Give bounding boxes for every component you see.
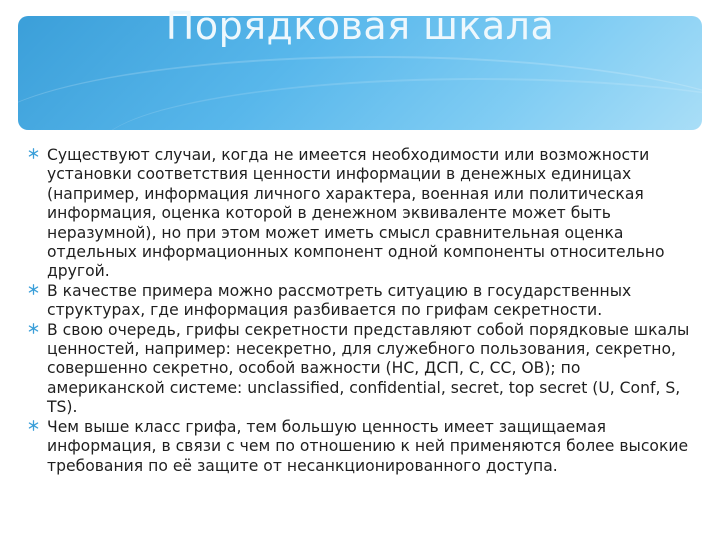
bullet-text: В свою очередь, грифы секретности представляют собой порядковые шкалы ценностей, например: несекретно, для служебного пользования, секретно, совершенно секретно, особой важности (НС, ДСП, С, СС, ОВ); по американской системе: unclassified, confidential, secret, top secret (U, Conf, S, TS). — [47, 320, 690, 417]
list-item — [28, 282, 696, 321]
asterisk-bullet-icon — [28, 420, 40, 432]
asterisk-bullet-icon — [28, 284, 40, 296]
slide-title-container — [0, 0, 720, 150]
list-item — [28, 418, 696, 476]
bullet-text: В качестве примера можно рассмотреть ситуацию в государственных структурах, где информация разбивается по грифам секретности. — [47, 281, 632, 320]
list-item — [28, 321, 696, 418]
bullet-text: Чем выше класс грифа, тем большую ценность имеет защищаемая информация, в связи с чем по отношению к ней применяются более высокие требования по её защите от несанкционированного доступа. — [47, 417, 689, 475]
list-item — [28, 146, 696, 282]
asterisk-bullet-icon — [28, 148, 40, 160]
bullet-list — [28, 146, 696, 476]
bullet-text: Существуют случаи, когда не имеется необходимости или возможности установки соответствия ценности информации в денежных единицах (например, информация личного характера, военная или политическая информация, оценка которой в денежном эквиваленте может быть неразумной), но при этом может иметь смысл сравнительная оценка отдельных информационных компонент одной компоненты относительно другой. — [47, 146, 665, 281]
asterisk-bullet-icon — [28, 323, 40, 335]
slide-title: Порядковая шкала — [165, 4, 555, 48]
